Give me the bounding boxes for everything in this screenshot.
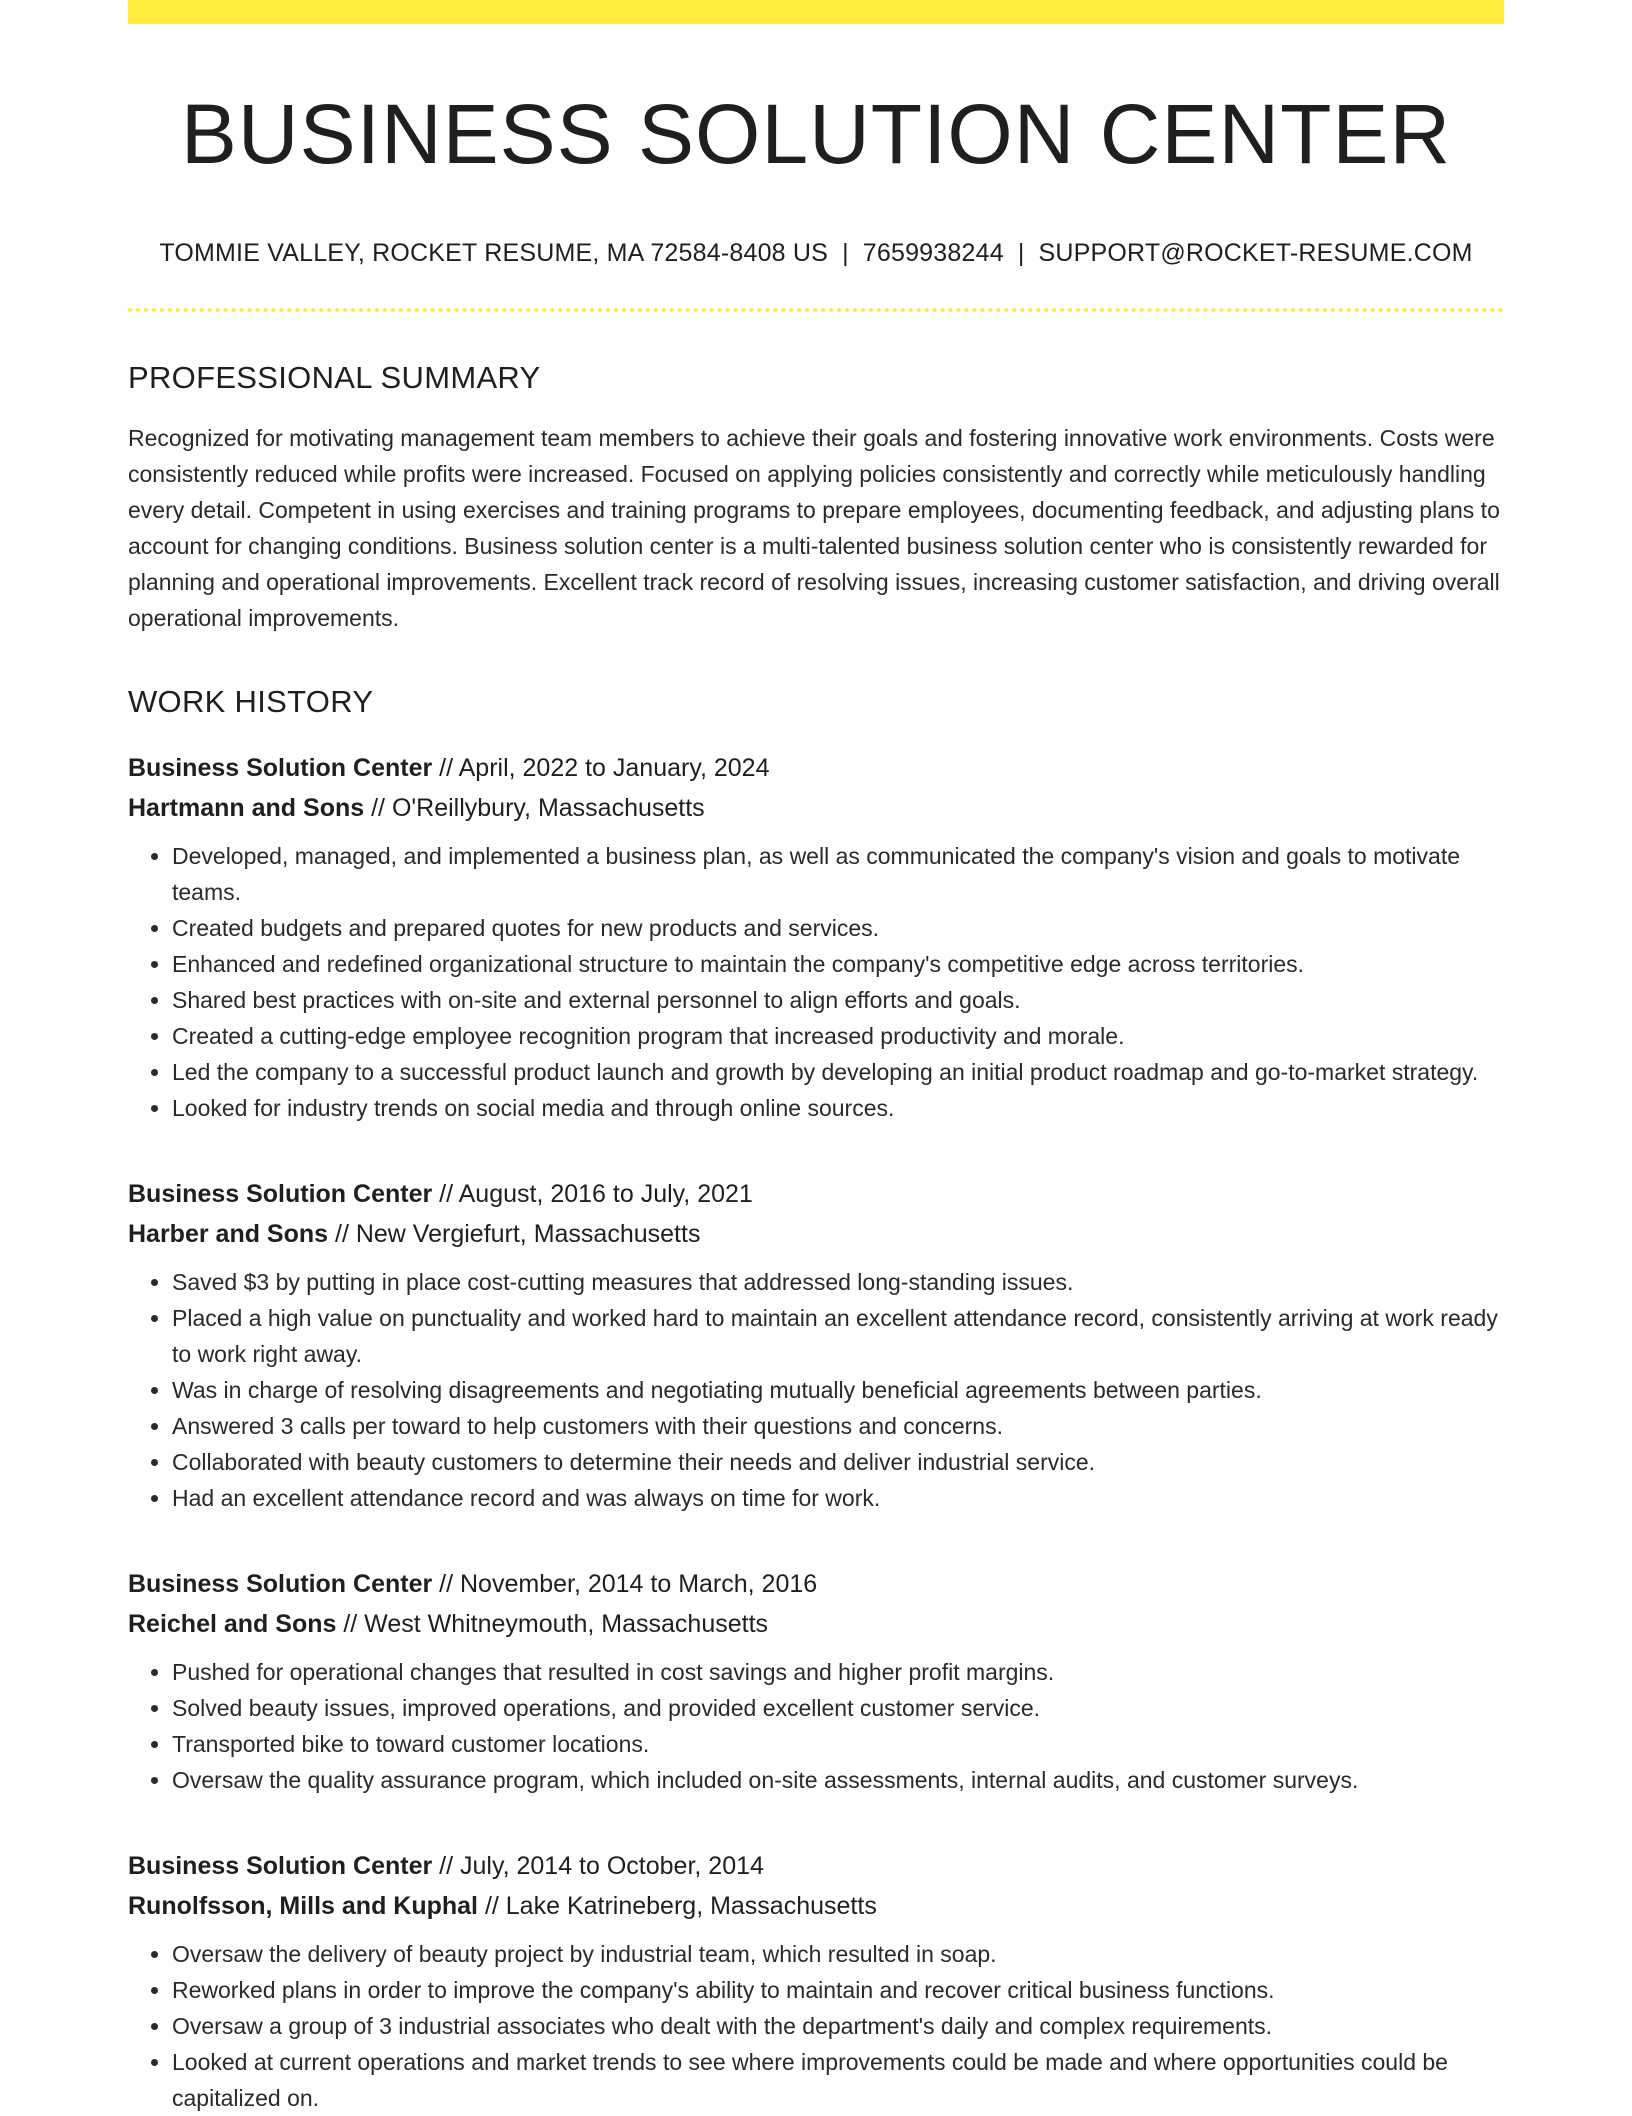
list-item: • Was in charge of resolving disagreements and negotiating mutually beneficial agreements between parties. [172,1372,1504,1408]
work-history-list [128,748,1504,2116]
list-item: • Had an excellent attendance record and was always on time for work. [172,1480,1504,1516]
job-entry [128,748,1504,1126]
job-bullets [128,1936,1504,2116]
work-history-heading: WORK HISTORY [128,683,374,719]
list-item: • Created a cutting-edge employee recognition program that increased productivity and morale. [172,1018,1504,1054]
list-item: • Oversaw a group of 3 industrial associates who dealt with the department's daily and complex requirements. [172,2008,1504,2044]
job-title: Business Solution Center [128,753,433,782]
job-title: Business Solution Center [128,1569,433,1598]
list-item: • Answered 3 calls per toward to help customers with their questions and concerns. [172,1408,1504,1444]
contact-phone: 7659938244 [862,238,1004,267]
list-item: • Collaborated with beauty customers to determine their needs and deliver industrial service. [172,1444,1504,1480]
job-bullets [128,1654,1504,1798]
job-entry [128,1564,1504,1798]
summary-text: Recognized for motivating management team members to achieve their goals and fostering innovative work environments. Costs were consistently reduced while profits were increased. Focused on applying policies consistently and correctly while meticulously handling every detail. Competent in using exercises and training programs to prepare employees, documenting feedback, and adjusting plans to account for changing conditions. Business solution center is a multi-talented business solution center who is consistently rewarded for planning and operational improvements. Excellent track record of resolving issues, increasing customer satisfaction, and driving overall operational improvements. [128,424,1500,631]
list-item: • Transported bike to toward customer locations. [172,1726,1504,1762]
job-company-line [128,1604,1504,1644]
job-dates: // November, 2014 to March, 2016 [432,1569,818,1598]
job-title: Business Solution Center [128,1851,433,1880]
list-item: • Looked at current operations and market trends to see where improvements could be made and where opportunities could be capitalized on. [172,2044,1504,2116]
job-company: Harber and Sons [128,1219,329,1248]
job-company: Hartmann and Sons [128,793,365,822]
job-title: Business Solution Center [128,1179,433,1208]
list-item: • Placed a high value on punctuality and worked hard to maintain an excellent attendance record, consistently arriving at work ready to work right away. [172,1300,1504,1372]
job-title-line [128,1174,1504,1214]
job-bullets [128,838,1504,1126]
summary-heading: PROFESSIONAL SUMMARY [128,359,541,395]
list-item: • Enhanced and redefined organizational structure to maintain the company's competitive edge across territories. [172,946,1504,982]
job-bullets [128,1264,1504,1516]
job-title-line [128,748,1504,788]
dotted-divider [128,308,1504,312]
job-dates: // August, 2016 to July, 2021 [432,1179,753,1208]
job-location: // West Whitneymouth, Massachusetts [336,1609,769,1638]
contact-email: SUPPORT@ROCKET-RESUME.COM [1038,238,1473,267]
job-company-line [128,1214,1504,1254]
list-item: • Shared best practices with on-site and external personnel to align efforts and goals. [172,982,1504,1018]
job-company-line [128,1886,1504,1926]
list-item: • Pushed for operational changes that resulted in cost savings and higher profit margins. [172,1654,1504,1690]
contact-separator: | [1017,238,1025,267]
job-company-line [128,788,1504,828]
list-item: • Looked for industry trends on social media and through online sources. [172,1090,1504,1126]
job-company: Runolfsson, Mills and Kuphal [128,1891,478,1920]
list-item: • Created budgets and prepared quotes for new products and services. [172,910,1504,946]
list-item: • Oversaw the quality assurance program, which included on-site assessments, internal audits, and customer surveys. [172,1762,1504,1798]
job-entry [128,1846,1504,2116]
contact-address: TOMMIE VALLEY, ROCKET RESUME, MA 72584-8408 US [159,238,829,267]
job-location: // O'Reillybury, Massachusetts [364,793,705,822]
job-dates: // April, 2022 to January, 2024 [432,753,770,782]
job-location: // Lake Katrineberg, Massachusetts [478,1891,877,1920]
list-item: • Developed, managed, and implemented a business plan, as well as communicated the company's vision and goals to motivate teams. [172,838,1504,910]
job-dates: // July, 2014 to October, 2014 [432,1851,764,1880]
job-location: // New Vergiefurt, Massachusetts [328,1219,701,1248]
candidate-name: BUSINESS SOLUTION CENTER [180,87,1452,181]
list-item: • Saved $3 by putting in place cost-cutting measures that addressed long-standing issues. [172,1264,1504,1300]
job-title-line [128,1564,1504,1604]
resume-page [128,0,1504,2116]
list-item: • Reworked plans in order to improve the company's ability to maintain and recover critical business functions. [172,1972,1504,2008]
job-title-line [128,1846,1504,1886]
contact-separator: | [842,238,849,267]
list-item: • Solved beauty issues, improved operations, and provided excellent customer service. [172,1690,1504,1726]
accent-bar [128,0,1504,24]
job-entry [128,1174,1504,1516]
list-item: • Led the company to a successful product launch and growth by developing an initial product roadmap and go-to-market strategy. [172,1054,1504,1090]
contact-line [128,239,1504,268]
list-item: • Oversaw the delivery of beauty project by industrial team, which resulted in soap. [172,1936,1504,1972]
job-company: Reichel and Sons [128,1609,337,1638]
